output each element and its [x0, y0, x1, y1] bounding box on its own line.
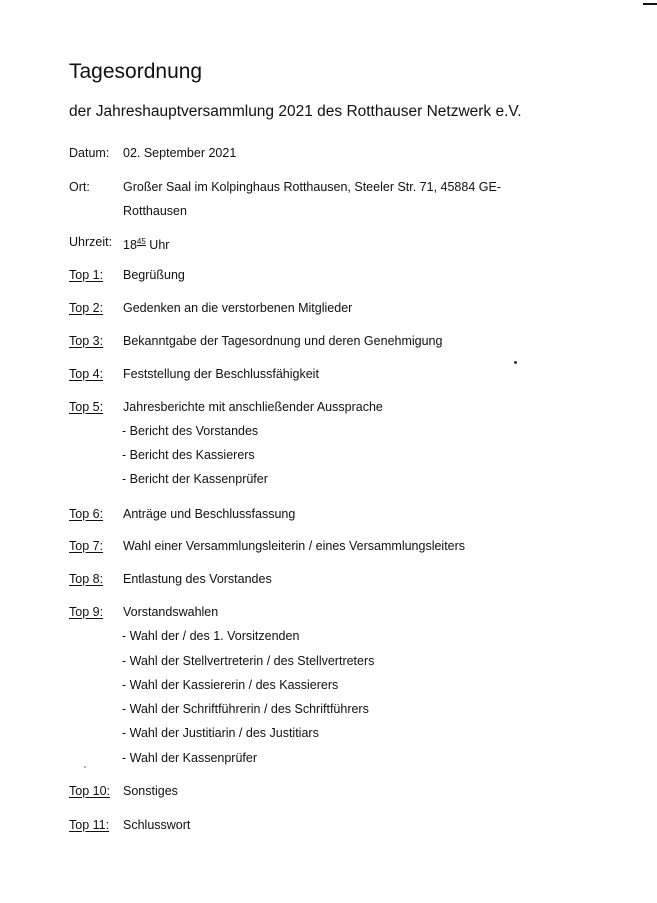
- agenda-subitem: - Wahl der Kassiererin / des Kassierers: [122, 678, 339, 692]
- place-value-line2: Rotthausen: [123, 204, 187, 218]
- place-label: Ort:: [69, 180, 90, 194]
- place-value-line1: Großer Saal im Kolpinghaus Rotthausen, Steeler Str. 71, 45884 GE-: [123, 180, 501, 194]
- agenda-item-text: Entlastung des Vorstandes: [123, 572, 272, 586]
- date-label: Datum:: [69, 146, 110, 160]
- agenda-item-label: Top 7:: [69, 539, 104, 553]
- time-suffix: Uhr: [145, 238, 170, 252]
- agenda-subitem: - Wahl der Kassenprüfer: [122, 751, 258, 765]
- agenda-subitem: - Bericht der Kassenprüfer: [122, 472, 268, 486]
- agenda-item: [69, 502, 295, 526]
- scan-speck: [514, 361, 517, 364]
- agenda-item-label: Top 9:: [69, 605, 104, 619]
- agenda-item-label: Top 4:: [69, 367, 104, 381]
- agenda-item: [69, 534, 465, 558]
- agenda-item-text: Schlusswort: [123, 818, 191, 832]
- date-row: [69, 141, 236, 165]
- agenda-item-text: Anträge und Beschlussfassung: [123, 507, 296, 521]
- place-value: [123, 175, 501, 223]
- agenda-subitem: - Wahl der Justitiarin / des Justitiars: [122, 726, 319, 740]
- agenda-item: [69, 813, 190, 837]
- agenda-subitem: - Bericht des Kassierers: [122, 448, 255, 462]
- agenda-item-text: Wahl einer Versammlungsleiterin / eines Versammlungsleiters: [123, 539, 466, 553]
- agenda-subitem: - Wahl der / des 1. Vorsitzenden: [122, 629, 300, 643]
- agenda-item-label: Top 6:: [69, 507, 104, 521]
- time-hour: 18: [123, 238, 137, 252]
- agenda-item: [69, 263, 185, 287]
- agenda-item-label: Top 3:: [69, 334, 104, 348]
- agenda-item-label: Top 11:: [69, 818, 110, 832]
- scan-corner-mark: [643, 3, 657, 5]
- agenda-item-text: Feststellung der Beschlussfähigkeit: [123, 367, 319, 381]
- agenda-item: [69, 779, 178, 803]
- agenda-item: [69, 296, 352, 320]
- agenda-item: [69, 567, 272, 591]
- agenda-item: [69, 362, 319, 386]
- time-row: [69, 230, 169, 257]
- agenda-item-text: Sonstiges: [123, 784, 178, 798]
- date-value: 02. September 2021: [123, 146, 237, 160]
- page-subtitle: der Jahreshauptversammlung 2021 des Rotthauser Netzwerk e.V.: [69, 103, 522, 120]
- time-minute: 45: [136, 237, 146, 246]
- agenda-item: [69, 395, 383, 419]
- agenda-item-text: Vorstandswahlen: [123, 605, 219, 619]
- agenda-item-label: Top 8:: [69, 572, 104, 586]
- agenda-item-text: Jahresberichte mit anschließender Aussprache: [123, 400, 383, 414]
- agenda-item-label: Top 2:: [69, 301, 104, 315]
- time-label: Uhrzeit:: [69, 235, 113, 249]
- agenda-item-label: Top 5:: [69, 400, 104, 414]
- agenda-item-text: Bekanntgabe der Tagesordnung und deren Genehmigung: [123, 334, 443, 348]
- agenda-subitem: - Wahl der Stellvertreterin / des Stellvertreters: [122, 654, 375, 668]
- page-title: Tagesordnung: [69, 60, 203, 83]
- time-value: [123, 230, 169, 257]
- agenda-item-label: Top 10:: [69, 784, 111, 798]
- agenda-subitem: - Wahl der Schriftführerin / des Schriftführers: [122, 702, 369, 716]
- agenda-item-text: Gedenken an die verstorbenen Mitglieder: [123, 301, 353, 315]
- agenda-item-text: Begrüßung: [123, 268, 185, 282]
- agenda-item-label: Top 1:: [69, 268, 104, 282]
- agenda-subitem: - Bericht des Vorstandes: [122, 424, 259, 438]
- place-row: [69, 175, 501, 223]
- agenda-item: [69, 329, 442, 353]
- agenda-item: [69, 600, 218, 624]
- scan-speck: [84, 766, 86, 768]
